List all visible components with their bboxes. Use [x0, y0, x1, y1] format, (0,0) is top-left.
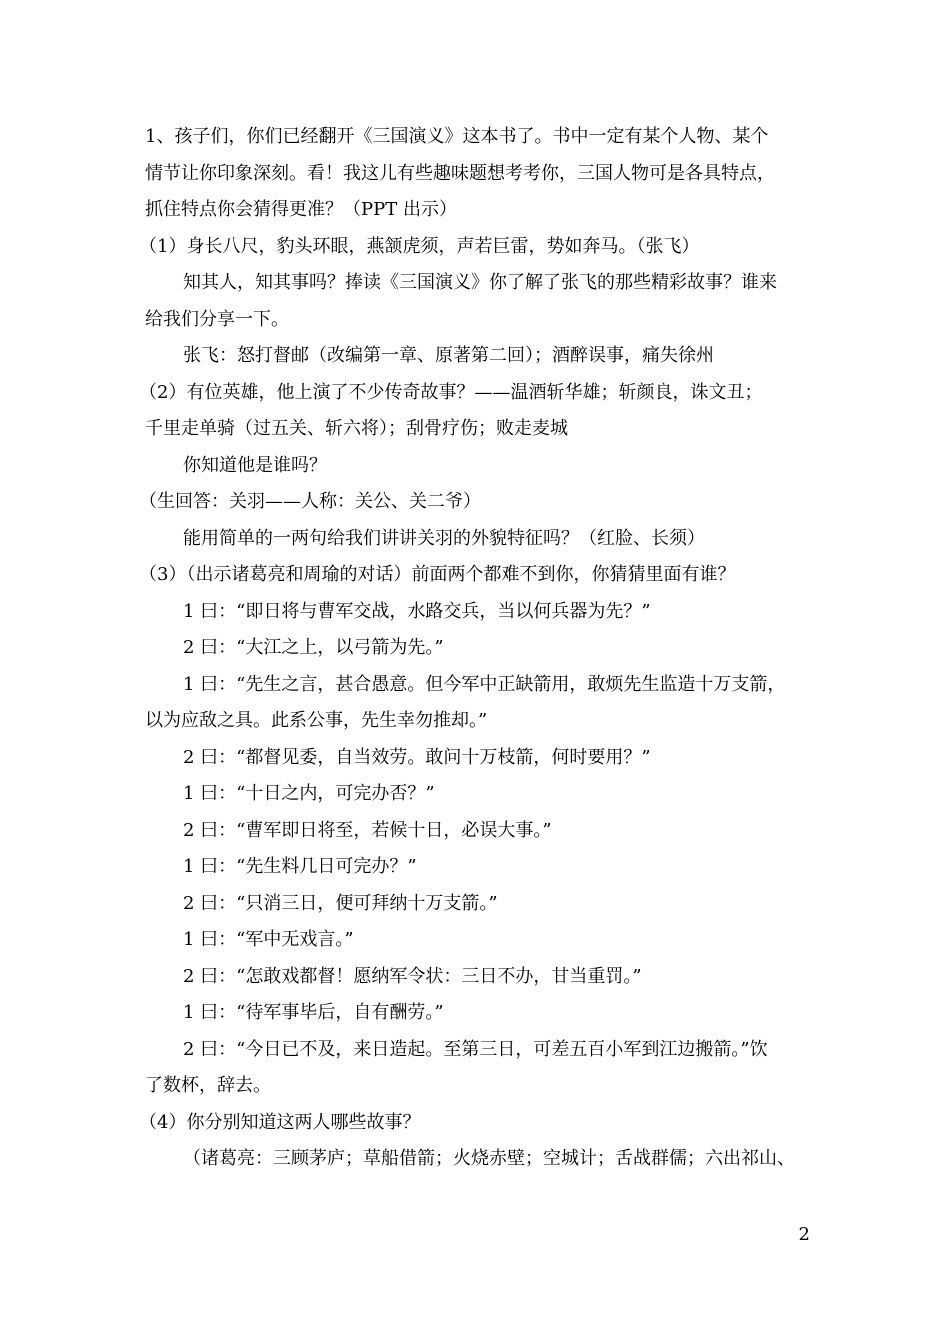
dialogue-line: 1 曰：“十日之内，可完办否？”	[183, 783, 435, 804]
dialogue-line: 以为应敌之具。此系公事，先生幸勿推却。”	[145, 710, 488, 731]
paragraph-line-12: 能用简单的一两句给我们讲讲关羽的外貌特征吗？（红脸、长须）	[183, 527, 705, 549]
dialogue-line: 2 曰：“曹军即日将至，若候十日，必误大事。”	[183, 819, 552, 841]
dialogue-line: 2 曰：“今日已不及，来日造起。至第三日，可差五百小军到江边搬箭。”饮	[183, 1038, 768, 1060]
zhangfei-stories-line: 张飞：怒打督邮（改编第一章、原著第二回）；酒醉误事，痛失徐州	[183, 345, 714, 366]
dialogue-line: 2 曰：“都督见委，自当效劳。敢问十万枝箭，何时要用？”	[183, 746, 651, 768]
dialogue-line: 1 曰：“军中无戏言。”	[183, 929, 354, 950]
dialogue-line: 1 曰：“待军事毕后，自有酬劳。”	[183, 1002, 444, 1023]
question-1-line: （1）身长八尺，豹头环眼，燕颔虎须，声若巨雷，势如奔马。（张飞）	[139, 235, 700, 257]
paragraph-line-6: 给我们分享一下。	[145, 308, 289, 330]
zhugeliang-stories-line: （诸葛亮：三顾茅庐；草船借箭；火烧赤壁；空城计；舌战群儒；六出祁山、	[183, 1148, 795, 1169]
student-answer-line: （生回答：关羽——人称：关公、关二爷）	[139, 491, 481, 512]
dialogue-line: 1 曰：“先生之言，甚合愚意。但今军中正缺箭用，敢烦先生监造十万支箭，	[183, 673, 786, 695]
question-4-line: （4）你分别知道这两人哪些故事？	[139, 1111, 421, 1133]
dialogue-line: 2 曰：“大江之上，以弓箭为先。”	[183, 637, 444, 658]
paragraph-line-10: 你知道他是谁吗？	[183, 454, 327, 476]
question-2-line: （2）有位英雄，他上演了不少传奇故事？——温酒斩华雄；斩颜良，诛文丑；	[139, 381, 763, 403]
dialogue-line: 1 曰：“即日将与曹军交战，水路交兵，当以何兵器为先？”	[183, 600, 651, 622]
document-body	[139, 119, 811, 1178]
dialogue-line: 2 曰：“只消三日，便可拜纳十万支箭。”	[183, 892, 498, 914]
dialogue-line: 1 曰：“先生料几日可完办？”	[183, 856, 417, 877]
guanyu-stories-line: 千里走单骑（过五关、斩六将）；刮骨疗伤；败走麦城	[145, 418, 568, 439]
page-number: 2	[798, 1224, 810, 1245]
paragraph-line-5: 知其人，知其事吗？捧读《三国演义》你了解了张飞的那些精彩故事？谁来	[183, 272, 777, 293]
dialogue-line: 2 曰：“怎敢戏都督！愿纳军令状：三日不办，甘当重罚。”	[183, 965, 642, 987]
dialogue-line: 了数杯，辞去。	[145, 1075, 271, 1096]
question-3-line: （3）（出示诸葛亮和周瑜的对话）前面两个都难不到你，你猜猜里面有谁？	[139, 564, 736, 585]
paragraph-line-2: 情节让你印象深刻。看！我这儿有些趣味题想考考你，三国人物可是各具特点，	[145, 162, 775, 184]
paragraph-line-3: 抓住特点你会猜得更准？（PPT 出示）	[145, 199, 457, 220]
paragraph-line-1: 1、孩子们，你们已经翻开《三国演义》这本书了。书中一定有某个人物、某个	[145, 126, 769, 147]
